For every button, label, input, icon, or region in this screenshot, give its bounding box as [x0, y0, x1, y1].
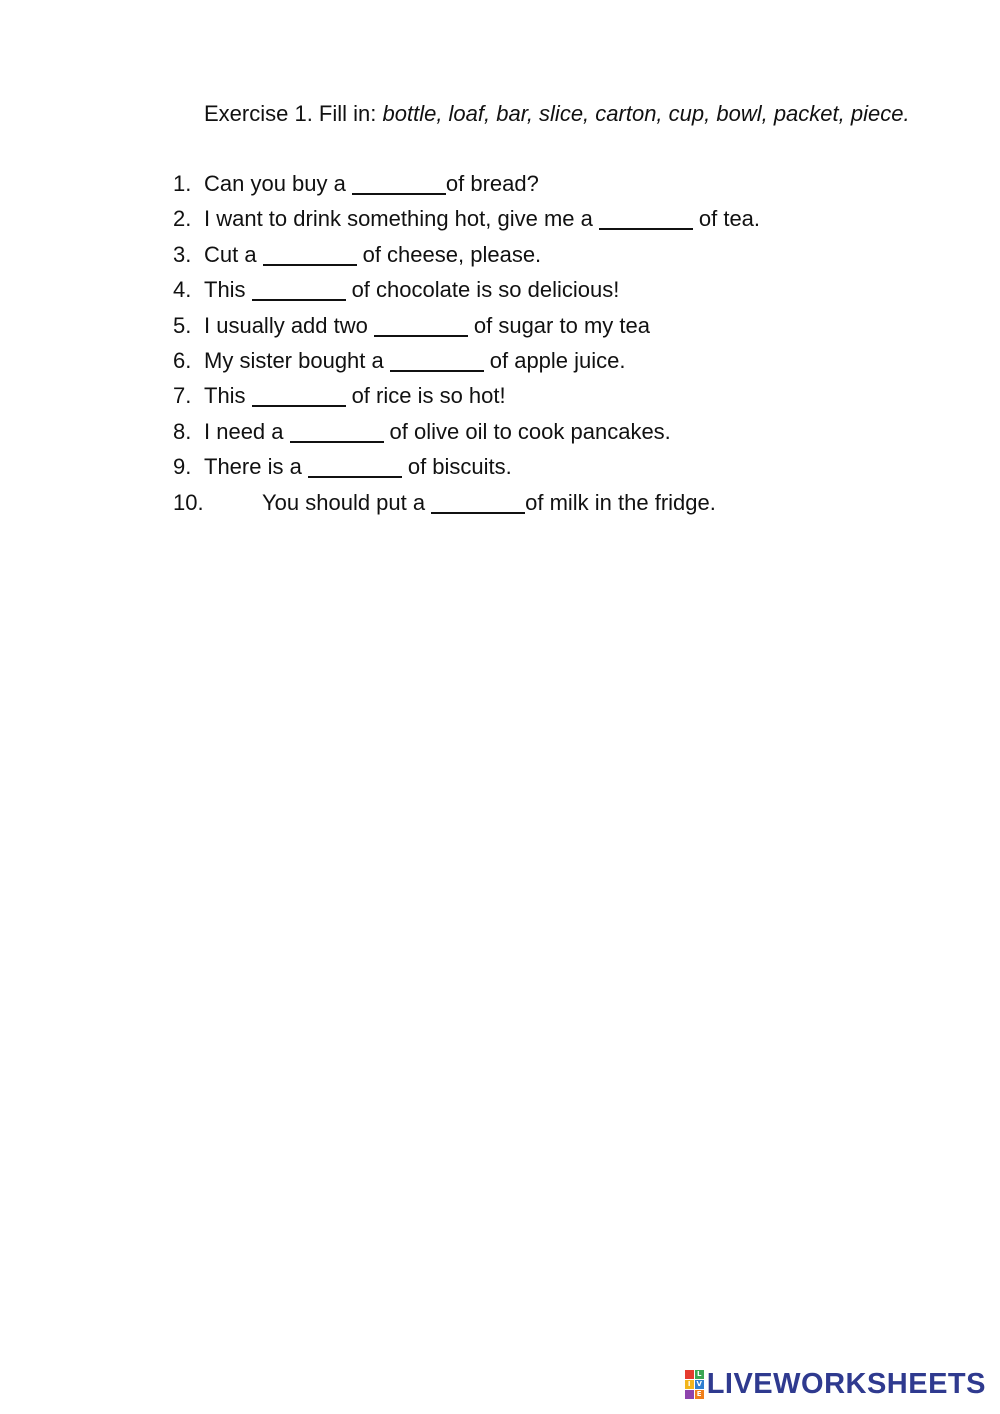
question-text-after: of milk in the fridge.	[525, 489, 716, 515]
question-text-after: of sugar to my tea	[473, 312, 650, 338]
question-text-before: I need a	[204, 418, 284, 444]
question-text-after: of rice is so hot!	[351, 383, 506, 409]
question-text-after: of biscuits.	[407, 454, 512, 480]
answer-blank[interactable]	[263, 240, 357, 266]
question-text-before: I usually add two	[204, 312, 368, 338]
logo-block	[685, 1370, 694, 1379]
logo-block: E	[695, 1390, 704, 1399]
question-text-before: I want to drink something hot, give me a	[204, 206, 593, 232]
question-number: 10.	[173, 489, 204, 515]
answer-blank[interactable]	[390, 346, 484, 372]
question-text-before: This	[204, 277, 246, 303]
question-item-7	[0, 378, 1000, 413]
logo-block: L	[695, 1370, 704, 1379]
exercise-instructions	[204, 96, 934, 131]
question-text-after: of cheese, please.	[362, 241, 542, 267]
logo-block: V	[696, 1379, 702, 1388]
question-list	[0, 166, 1000, 520]
question-item-2	[0, 201, 1000, 236]
question-item-3	[0, 237, 1000, 272]
question-item-10	[0, 485, 1000, 520]
question-number: 1.	[173, 171, 192, 196]
question-text-before: This	[204, 383, 246, 409]
logo-block	[685, 1390, 694, 1399]
exercise-title: Exercise 1. Fill in:	[204, 101, 383, 126]
question-number: 9.	[173, 454, 192, 480]
logo-block: I	[685, 1380, 694, 1389]
word-bank: bottle, loaf, bar, slice, carton, cup, bowl, packet, piece.	[382, 101, 910, 126]
answer-blank[interactable]	[308, 452, 402, 478]
question-item-4	[0, 272, 1000, 307]
answer-blank[interactable]	[352, 169, 446, 195]
answer-blank[interactable]	[252, 381, 346, 407]
question-text-before: Cut a	[204, 241, 257, 267]
question-text-after: of apple juice.	[489, 347, 626, 373]
question-number: 3.	[173, 241, 192, 267]
question-text-before: You should put a	[262, 489, 426, 515]
question-text-before: There is a	[204, 454, 302, 480]
question-number: 2.	[173, 206, 192, 232]
question-number: 6.	[173, 347, 192, 373]
question-text-before: Can you buy a	[204, 171, 346, 196]
answer-blank[interactable]	[290, 417, 384, 443]
question-item-9	[0, 449, 1000, 484]
logo-wordmark: LIVEWORKSHEETS	[706, 1367, 986, 1400]
liveworksheets-logo	[685, 1368, 986, 1400]
question-text-after: of tea.	[698, 206, 761, 232]
question-number: 8.	[173, 418, 192, 444]
question-number: 4.	[173, 277, 192, 303]
question-text-after: of olive oil to cook pancakes.	[389, 418, 671, 444]
answer-blank[interactable]	[431, 488, 525, 514]
question-text-after: of chocolate is so delicious!	[351, 277, 620, 303]
question-item-1	[0, 166, 1000, 201]
question-item-6	[0, 343, 1000, 378]
answer-blank[interactable]	[599, 204, 693, 230]
question-number: 7.	[173, 383, 192, 409]
question-text-before: My sister bought a	[204, 347, 384, 373]
question-item-5	[0, 308, 1000, 343]
question-item-8	[0, 414, 1000, 449]
question-text-after: of bread?	[445, 171, 539, 196]
answer-blank[interactable]	[374, 311, 468, 337]
logo-blocks-icon	[685, 1370, 704, 1399]
answer-blank[interactable]	[252, 275, 346, 301]
question-number: 5.	[173, 312, 192, 338]
